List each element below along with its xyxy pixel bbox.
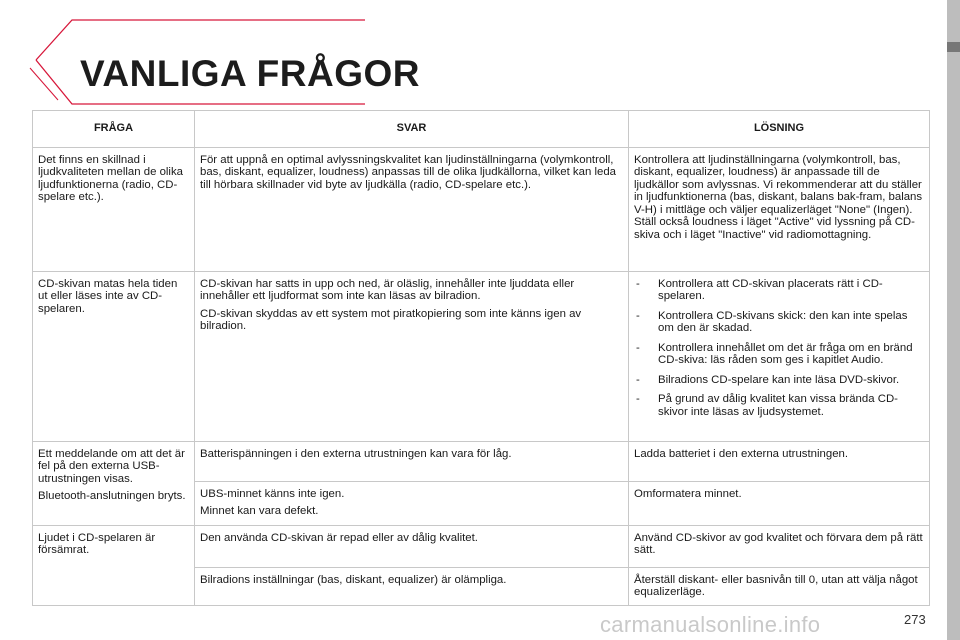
list-item: - Bilradions CD-spelare kan inte läsa DVD-skivor.: [634, 374, 924, 387]
answer-text: Minnet kan vara defekt.: [200, 505, 319, 517]
column-header-solution: LÖSNING: [629, 111, 930, 148]
answer-text: CD-skivan skyddas av ett system mot piratkopiering som inte känns igen av bilradion.: [200, 307, 582, 332]
question-text: Bluetooth-anslutningen bryts.: [38, 490, 186, 502]
solution-cell: [629, 147, 930, 271]
question-cell: [33, 271, 195, 441]
column-header-question: FRÅGA: [33, 111, 195, 148]
answer-text: Den använda CD-skivan är repad eller av dålig kvalitet.: [200, 531, 478, 544]
solution-text: Ladda batteriet i den externa utrustningen.: [634, 447, 849, 460]
answer-cell: [195, 525, 629, 567]
question-text: Ett meddelande om att det är fel på den externa USB-utrustningen visas.: [38, 447, 185, 485]
table-row: [33, 441, 930, 481]
solution-cell: [629, 441, 930, 481]
solution-list: [634, 278, 924, 419]
answer-text: Bilradions inställningar (bas, diskant, equalizer) är olämpliga.: [200, 573, 507, 586]
question-text: CD-skivan matas hela tiden ut eller läses inte av CD-spelaren.: [38, 277, 178, 315]
answer-cell: [195, 271, 629, 441]
list-item: - Kontrollera CD-skivans skick: den kan inte spelas om den är skadad.: [634, 310, 924, 335]
solution-text: Använd CD-skivor av god kvalitet och förvara dem på rätt sätt.: [634, 531, 923, 556]
question-cell: [33, 147, 195, 271]
page-title: VANLIGA FRÅGOR: [80, 53, 420, 94]
page-side-bar-marker: [947, 42, 960, 52]
faq-table: [32, 110, 930, 606]
page-number: 273: [904, 612, 926, 627]
page-side-bar: [947, 0, 960, 640]
question-text: Ljudet i CD-spelaren är försämrat.: [38, 531, 156, 556]
column-header-answer: SVAR: [195, 111, 629, 148]
solution-text: Kontrollera att ljudinställningarna (volymkontroll, bas, diskant, equalizer, loudness) är anpassade till de ljudkällor som avlyssnas. Vi rekommenderar att du ställer in ljudfunktionerna (bas, diskant, balans bak-fram, balans V-H) i mittläge och väljer equalizerläget "None" (Ingen). Ställ också loudness i läget "Active" vid lyssning på CD-skiva och i läget "Inactive" vid radiomottagning.: [634, 153, 923, 241]
watermark: carmanualsonline.info: [600, 612, 821, 637]
solution-cell: [629, 525, 930, 567]
table-row: [33, 525, 930, 567]
list-item: - Kontrollera innehållet om det är fråga om en bränd CD-skiva: läs råden som ges i kapitlet Audio.: [634, 342, 924, 367]
solution-text: Återställ diskant- eller basnivån till 0, utan att välja något equalizerläge.: [634, 573, 918, 598]
answer-text: CD-skivan har satts in upp och ned, är oläslig, innehåller inte ljuddata eller innehåller ett ljudformat som inte kan läsas av bilradion.: [200, 277, 575, 302]
answer-text: Batterispänningen i den externa utrustningen kan vara för låg.: [200, 447, 512, 460]
question-text: Det finns en skillnad i ljudkvaliteten mellan de olika ljudfunktionerna (radio, CD-spelare etc.).: [38, 153, 183, 203]
solution-cell: [629, 271, 930, 441]
list-item: - Kontrollera att CD-skivan placerats rätt i CD-spelaren.: [634, 278, 924, 303]
table-row: [33, 271, 930, 441]
answer-text: För att uppnå en optimal avlyssningskvalitet kan ljudinställningarna (volymkontroll, bas, diskant, equalizer, loudness) anpassas till de olika ljudkällorna, vilket kan leda till hörbara skillnader vid byte av ljudkälla (radio, CD-spelare etc.).: [200, 153, 616, 191]
list-item: - På grund av dålig kvalitet kan vissa brända CD-skivor inte läsas av ljudsystemet.: [634, 393, 924, 418]
answer-text: UBS-minnet känns inte igen.: [200, 487, 345, 500]
table-header-row: [33, 111, 930, 148]
solution-cell: [629, 567, 930, 605]
answer-cell: [195, 441, 629, 481]
answer-cell: [195, 147, 629, 271]
table-row: [33, 147, 930, 271]
solution-cell: [629, 481, 930, 525]
answer-cell: [195, 481, 629, 525]
question-cell: [33, 525, 195, 605]
question-cell: [33, 441, 195, 525]
answer-cell: [195, 567, 629, 605]
solution-text: Omformatera minnet.: [634, 487, 742, 500]
